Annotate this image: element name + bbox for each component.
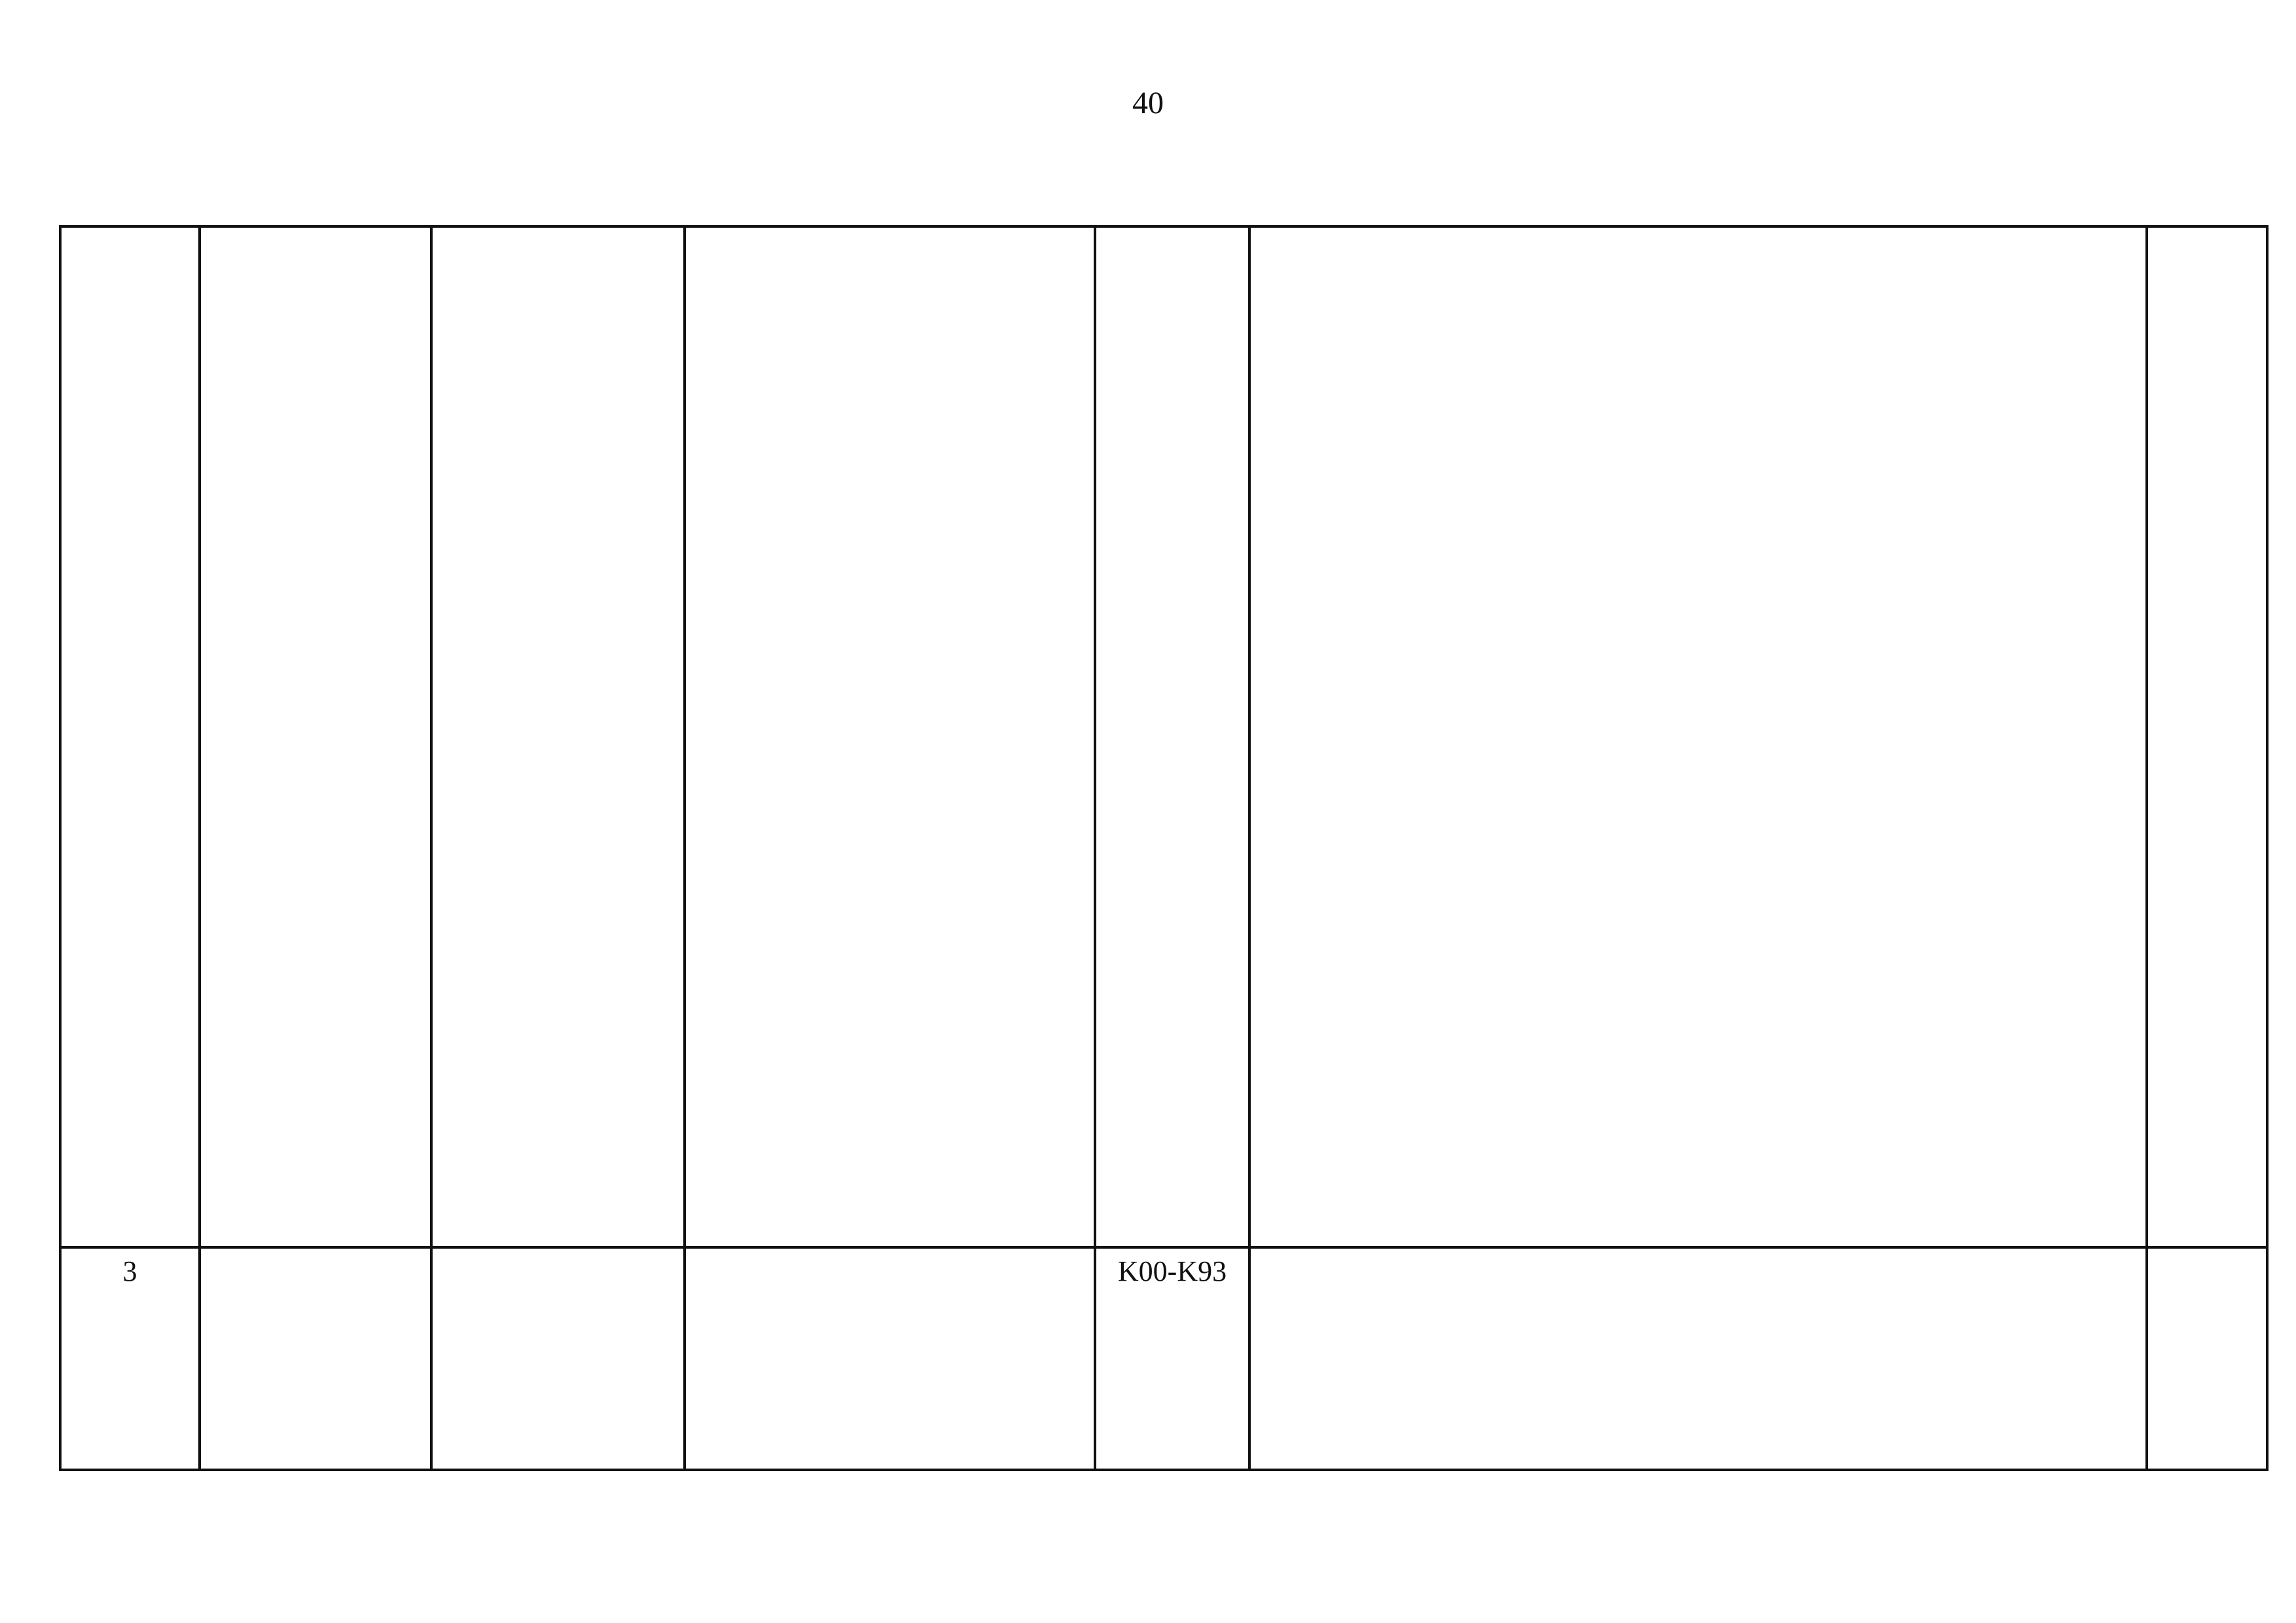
- document-table: [59, 225, 2269, 1471]
- table-row: [60, 1247, 2267, 1470]
- description-cell: [1249, 1247, 2147, 1470]
- column-3-cell: [431, 226, 685, 1247]
- row-number-cell: [60, 226, 200, 1247]
- disease-name-cell: [200, 226, 431, 1247]
- column-4-cell: [685, 1247, 1095, 1470]
- icd-code-cell: K00-K93: [1095, 1247, 1249, 1470]
- description-cell: [1249, 226, 2147, 1247]
- row-number-cell: 3: [60, 1247, 200, 1470]
- disease-name-cell: [200, 1247, 431, 1470]
- column-4-cell: [685, 226, 1095, 1247]
- icd-code-cell: [1095, 226, 1249, 1247]
- table-row: [60, 226, 2267, 1247]
- page-number: 40: [1132, 86, 1164, 120]
- column-7-cell: [2147, 226, 2267, 1247]
- column-3-cell: [431, 1247, 685, 1470]
- column-7-cell: [2147, 1247, 2267, 1470]
